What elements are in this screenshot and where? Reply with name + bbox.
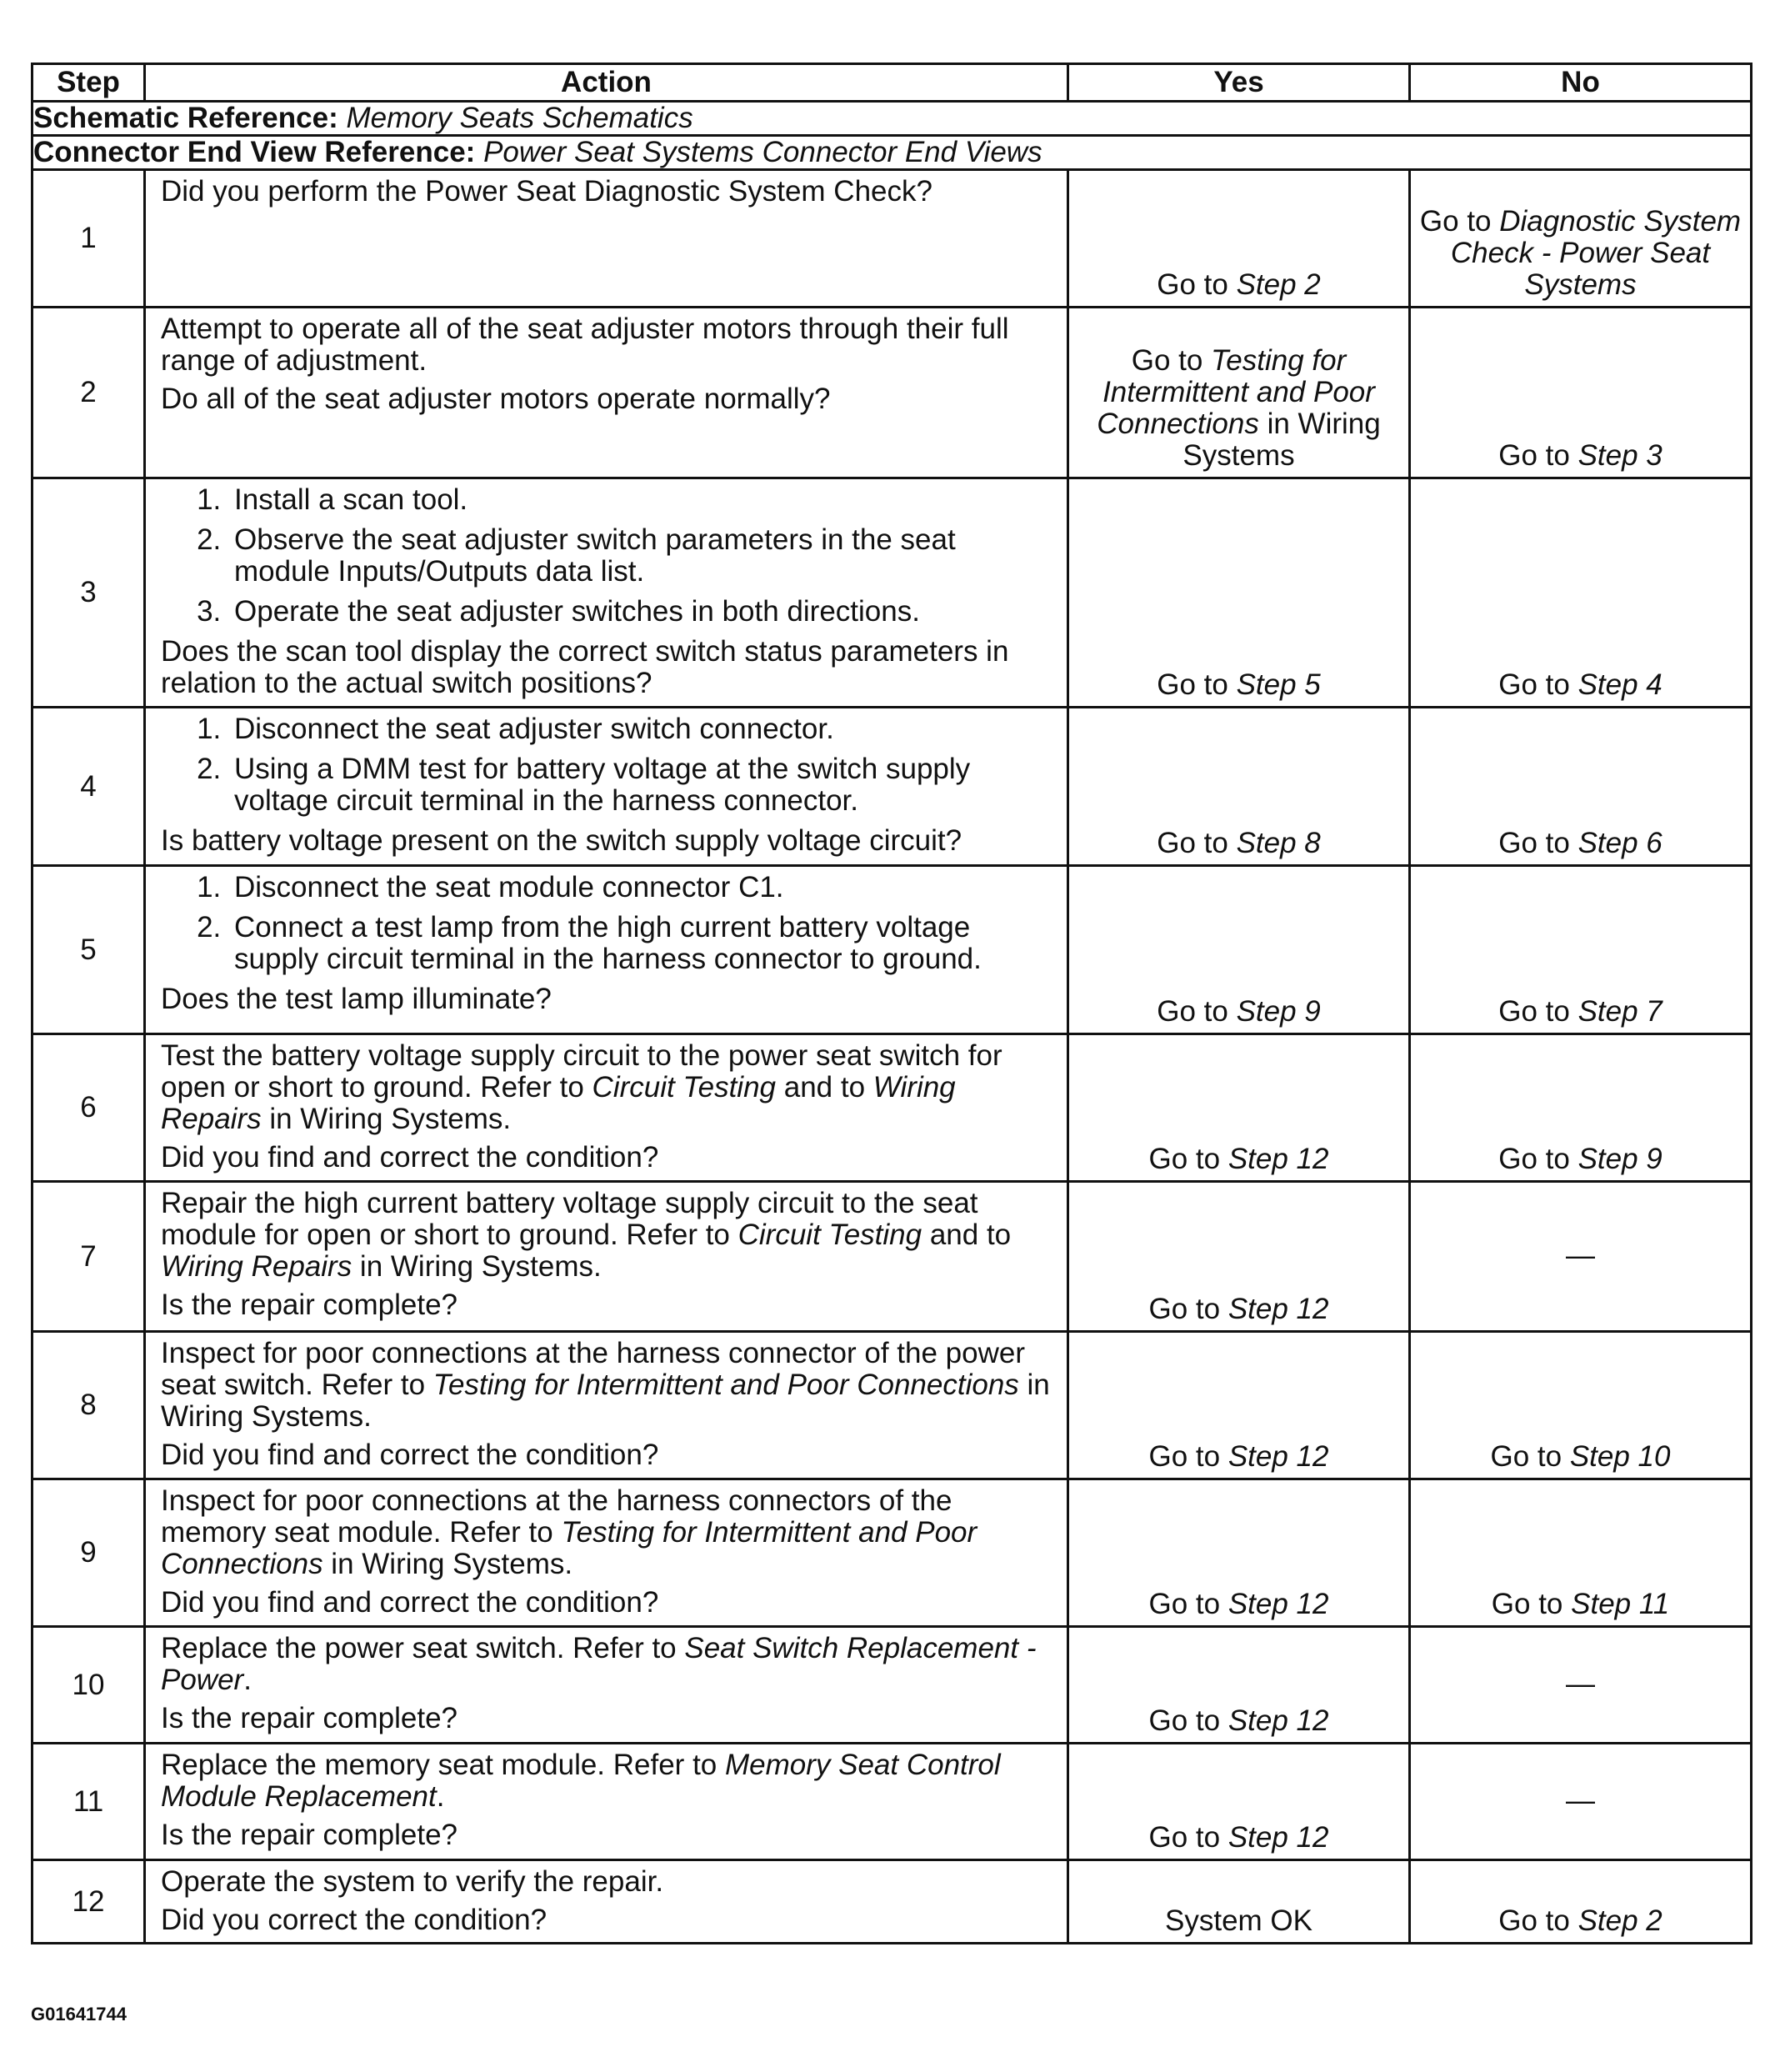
no-result bbox=[1410, 1860, 1752, 1944]
italic-reference: Step 10 bbox=[1569, 1440, 1671, 1473]
action-cell bbox=[145, 170, 1068, 308]
text-run: Go to bbox=[1157, 995, 1237, 1028]
yes-result bbox=[1068, 1479, 1410, 1627]
text-run: Is the repair complete? bbox=[161, 1819, 458, 1851]
italic-reference: Step 3 bbox=[1578, 439, 1662, 472]
step-number: 2 bbox=[32, 308, 145, 478]
text-run: Go to bbox=[1419, 205, 1500, 238]
action-cell bbox=[145, 1332, 1068, 1479]
step-number: 8 bbox=[32, 1332, 145, 1479]
yes-result bbox=[1068, 170, 1410, 308]
action-steps-list bbox=[161, 713, 1052, 817]
action-paragraph bbox=[161, 383, 1052, 415]
italic-reference: Memory Seat Control Module Replacement bbox=[161, 1749, 1001, 1813]
text-run: . bbox=[243, 1664, 252, 1696]
text-run: Does the test lamp illuminate? bbox=[161, 983, 552, 1015]
no-result bbox=[1410, 866, 1752, 1034]
table-row bbox=[32, 1627, 1752, 1744]
action-cell bbox=[145, 478, 1068, 708]
connector-reference-value: Power Seat Systems Connector End Views bbox=[483, 136, 1042, 168]
action-paragraph bbox=[161, 1142, 1052, 1174]
no-result bbox=[1410, 478, 1752, 708]
text-run: Did you find and correct the condition? bbox=[161, 1439, 659, 1471]
yes-result bbox=[1068, 866, 1410, 1034]
text-run: Go to bbox=[1498, 827, 1578, 859]
italic-reference: Step 12 bbox=[1228, 1143, 1329, 1175]
text-run: in Wiring Systems. bbox=[322, 1548, 573, 1580]
text-run: Go to bbox=[1148, 1821, 1228, 1854]
step-number: 12 bbox=[32, 1860, 145, 1944]
text-run: System OK bbox=[1165, 1904, 1312, 1937]
text-run: Go to bbox=[1491, 1588, 1572, 1620]
text-run: — bbox=[1566, 1784, 1595, 1817]
schematic-reference-value: Memory Seats Schematics bbox=[346, 102, 693, 134]
text-run: Did you find and correct the condition? bbox=[161, 1141, 659, 1174]
no-result bbox=[1410, 1182, 1752, 1332]
no-result bbox=[1410, 1627, 1752, 1744]
italic-reference: Testing for Intermittent and Poor Connections bbox=[432, 1369, 1019, 1401]
action-steps-list bbox=[161, 484, 1052, 628]
no-result bbox=[1410, 1744, 1752, 1860]
step-number: 11 bbox=[32, 1744, 145, 1860]
action-cell bbox=[145, 308, 1068, 478]
italic-reference: Step 5 bbox=[1236, 668, 1321, 701]
yes-result bbox=[1068, 1744, 1410, 1860]
text-run: Go to bbox=[1157, 268, 1237, 301]
action-step-item: 2. Connect a test lamp from the high current battery voltage supply circuit terminal in the harness connector to ground. bbox=[229, 912, 1052, 975]
table-row bbox=[32, 308, 1752, 478]
action-step-item: 2. Using a DMM test for battery voltage at the switch supply voltage circuit terminal in the harness connector. bbox=[229, 753, 1052, 817]
yes-result bbox=[1068, 478, 1410, 708]
text-run: Is the repair complete? bbox=[161, 1289, 458, 1321]
italic-reference: Step 2 bbox=[1236, 268, 1321, 301]
connector-reference-label: Connector End View Reference: bbox=[33, 136, 476, 168]
action-cell bbox=[145, 1182, 1068, 1332]
table-row bbox=[32, 1034, 1752, 1182]
table-row bbox=[32, 1479, 1752, 1627]
header-yes: Yes bbox=[1068, 64, 1410, 102]
action-paragraph bbox=[161, 1439, 1052, 1471]
action-cell bbox=[145, 1479, 1068, 1627]
action-step-item: 1. Disconnect the seat module connector C1. bbox=[229, 872, 1052, 903]
action-paragraph bbox=[161, 1703, 1052, 1734]
no-result bbox=[1410, 308, 1752, 478]
text-run: Operate the system to verify the repair. bbox=[161, 1865, 664, 1898]
table-row bbox=[32, 1744, 1752, 1860]
step-number: 5 bbox=[32, 866, 145, 1034]
text-run: Go to bbox=[1131, 344, 1212, 377]
action-paragraph bbox=[161, 983, 1052, 1015]
no-result bbox=[1410, 1332, 1752, 1479]
step-number: 10 bbox=[32, 1627, 145, 1744]
italic-reference: Step 9 bbox=[1578, 1143, 1662, 1175]
schematic-reference-row bbox=[32, 102, 1752, 136]
action-step-item: 1. Disconnect the seat adjuster switch connector. bbox=[229, 713, 1052, 745]
text-run: in Wiring Systems. bbox=[352, 1250, 602, 1283]
step-number: 4 bbox=[32, 708, 145, 866]
italic-reference: Step 12 bbox=[1228, 1440, 1329, 1473]
table-row bbox=[32, 1860, 1752, 1944]
no-result bbox=[1410, 1034, 1752, 1182]
italic-reference: Step 2 bbox=[1578, 1904, 1662, 1937]
action-paragraph bbox=[161, 176, 1052, 208]
step-number: 7 bbox=[32, 1182, 145, 1332]
italic-reference: Wiring Repairs bbox=[161, 1071, 956, 1135]
no-result bbox=[1410, 1479, 1752, 1627]
yes-result bbox=[1068, 1034, 1410, 1182]
action-paragraph bbox=[161, 313, 1052, 377]
text-run: Is battery voltage present on the switch supply voltage circuit? bbox=[161, 824, 962, 857]
italic-reference: Diagnostic System Check - Power Seat Systems bbox=[1450, 205, 1742, 301]
schematic-reference-label: Schematic Reference: bbox=[33, 102, 338, 134]
connector-reference-row bbox=[32, 136, 1752, 170]
text-run: Go to bbox=[1498, 1143, 1578, 1175]
table-row bbox=[32, 1332, 1752, 1479]
text-run: Go to bbox=[1148, 1293, 1228, 1325]
italic-reference: Step 9 bbox=[1236, 995, 1321, 1028]
table-row bbox=[32, 170, 1752, 308]
text-run: Is the repair complete? bbox=[161, 1702, 458, 1734]
text-run: and to bbox=[922, 1219, 1012, 1251]
action-cell bbox=[145, 1627, 1068, 1744]
table-row bbox=[32, 866, 1752, 1034]
italic-reference: Circuit Testing bbox=[592, 1071, 777, 1104]
action-cell bbox=[145, 1744, 1068, 1860]
action-paragraph bbox=[161, 1866, 1052, 1898]
text-run: Go to bbox=[1490, 1440, 1570, 1473]
table-row bbox=[32, 1182, 1752, 1332]
action-paragraph bbox=[161, 1289, 1052, 1321]
italic-reference: Step 12 bbox=[1228, 1293, 1329, 1325]
text-run: Go to bbox=[1498, 995, 1578, 1028]
text-run: in Wiring Systems. bbox=[261, 1103, 512, 1135]
step-number: 9 bbox=[32, 1479, 145, 1627]
text-run: Did you find and correct the condition? bbox=[161, 1586, 659, 1619]
step-number: 6 bbox=[32, 1034, 145, 1182]
figure-id: G01641744 bbox=[31, 2004, 127, 2024]
action-cell bbox=[145, 1034, 1068, 1182]
table-row bbox=[32, 708, 1752, 866]
action-step-item: 2. Observe the seat adjuster switch parameters in the seat module Inputs/Outputs data list. bbox=[229, 524, 1052, 588]
text-run: and to bbox=[776, 1071, 873, 1104]
italic-reference: Step 12 bbox=[1228, 1821, 1329, 1854]
header-no: No bbox=[1410, 64, 1752, 102]
action-paragraph bbox=[161, 1188, 1052, 1283]
italic-reference: Circuit Testing bbox=[738, 1219, 922, 1251]
text-run: Go to bbox=[1498, 1904, 1578, 1937]
step-number: 1 bbox=[32, 170, 145, 308]
text-run: Replace the power seat switch. Refer to bbox=[161, 1632, 685, 1664]
text-run: Go to bbox=[1148, 1704, 1228, 1737]
yes-result bbox=[1068, 308, 1410, 478]
action-paragraph bbox=[161, 1040, 1052, 1135]
no-result bbox=[1410, 708, 1752, 866]
italic-reference: Step 4 bbox=[1578, 668, 1662, 701]
action-paragraph bbox=[161, 1587, 1052, 1619]
italic-reference: Wiring Repairs bbox=[161, 1250, 352, 1283]
text-run: Go to bbox=[1498, 439, 1578, 472]
action-paragraph bbox=[161, 1485, 1052, 1580]
italic-reference: Seat Switch Replacement - Power bbox=[161, 1632, 1037, 1696]
text-run: Did you perform the Power Seat Diagnostic System Check? bbox=[161, 175, 932, 208]
text-run: Did you correct the condition? bbox=[161, 1904, 548, 1936]
text-run: Does the scan tool display the correct switch status parameters in relation to the actual switch positions? bbox=[161, 635, 1009, 699]
table-row bbox=[32, 478, 1752, 708]
action-cell bbox=[145, 1860, 1068, 1944]
yes-result bbox=[1068, 1332, 1410, 1479]
text-run: Go to bbox=[1148, 1143, 1228, 1175]
italic-reference: Step 7 bbox=[1578, 995, 1662, 1028]
action-paragraph bbox=[161, 1819, 1052, 1851]
text-run: — bbox=[1566, 1239, 1595, 1272]
text-run: Do all of the seat adjuster motors operate normally? bbox=[161, 383, 831, 415]
text-run: Go to bbox=[1498, 668, 1578, 701]
italic-reference: Step 11 bbox=[1571, 1588, 1670, 1620]
action-paragraph bbox=[161, 636, 1052, 699]
italic-reference: Testing for Intermittent and Poor Connections bbox=[161, 1516, 978, 1580]
yes-result bbox=[1068, 1860, 1410, 1944]
action-paragraph bbox=[161, 1633, 1052, 1696]
action-cell bbox=[145, 708, 1068, 866]
action-paragraph bbox=[161, 1904, 1052, 1936]
italic-reference: Step 6 bbox=[1578, 827, 1662, 859]
action-paragraph bbox=[161, 825, 1052, 857]
text-run: Attempt to operate all of the seat adjuster motors through their full range of adjustment. bbox=[161, 313, 1009, 377]
action-paragraph bbox=[161, 1749, 1052, 1813]
action-cell bbox=[145, 866, 1068, 1034]
header-row bbox=[32, 64, 1752, 102]
text-run: . bbox=[436, 1780, 445, 1813]
text-run: Replace the memory seat module. Refer to bbox=[161, 1749, 725, 1781]
text-run: Go to bbox=[1148, 1588, 1228, 1620]
text-run: Inspect for poor connections at the harness connector of the power seat switch. Refer to bbox=[161, 1337, 1026, 1401]
action-step-item: 3. Operate the seat adjuster switches in both directions. bbox=[229, 596, 1052, 628]
text-run: Go to bbox=[1148, 1440, 1228, 1473]
italic-reference: Testing for Intermittent and Poor Connections bbox=[1097, 344, 1375, 440]
no-result bbox=[1410, 170, 1752, 308]
text-run: in Wiring Systems bbox=[1182, 408, 1381, 472]
italic-reference: Step 12 bbox=[1228, 1704, 1329, 1737]
action-paragraph bbox=[161, 1338, 1052, 1433]
step-number: 3 bbox=[32, 478, 145, 708]
yes-result bbox=[1068, 1627, 1410, 1744]
yes-result bbox=[1068, 708, 1410, 866]
text-run: Inspect for poor connections at the harness connectors of the memory seat module. Refer to bbox=[161, 1484, 952, 1549]
italic-reference: Step 8 bbox=[1236, 827, 1321, 859]
italic-reference: Step 12 bbox=[1228, 1588, 1329, 1620]
text-run: in Wiring Systems. bbox=[161, 1369, 1050, 1433]
yes-result bbox=[1068, 1182, 1410, 1332]
text-run: Go to bbox=[1157, 827, 1237, 859]
header-step: Step bbox=[32, 64, 145, 102]
diagnostic-table bbox=[31, 63, 1752, 1944]
header-action: Action bbox=[145, 64, 1068, 102]
text-run: Repair the high current battery voltage supply circuit to the seat module for open or short to ground. Refer to bbox=[161, 1187, 978, 1251]
action-steps-list bbox=[161, 872, 1052, 975]
text-run: Test the battery voltage supply circuit to the power seat switch for open or short to ground. Refer to bbox=[161, 1039, 1002, 1104]
text-run: Go to bbox=[1157, 668, 1237, 701]
action-step-item: 1. Install a scan tool. bbox=[229, 484, 1052, 516]
text-run: — bbox=[1566, 1667, 1595, 1700]
